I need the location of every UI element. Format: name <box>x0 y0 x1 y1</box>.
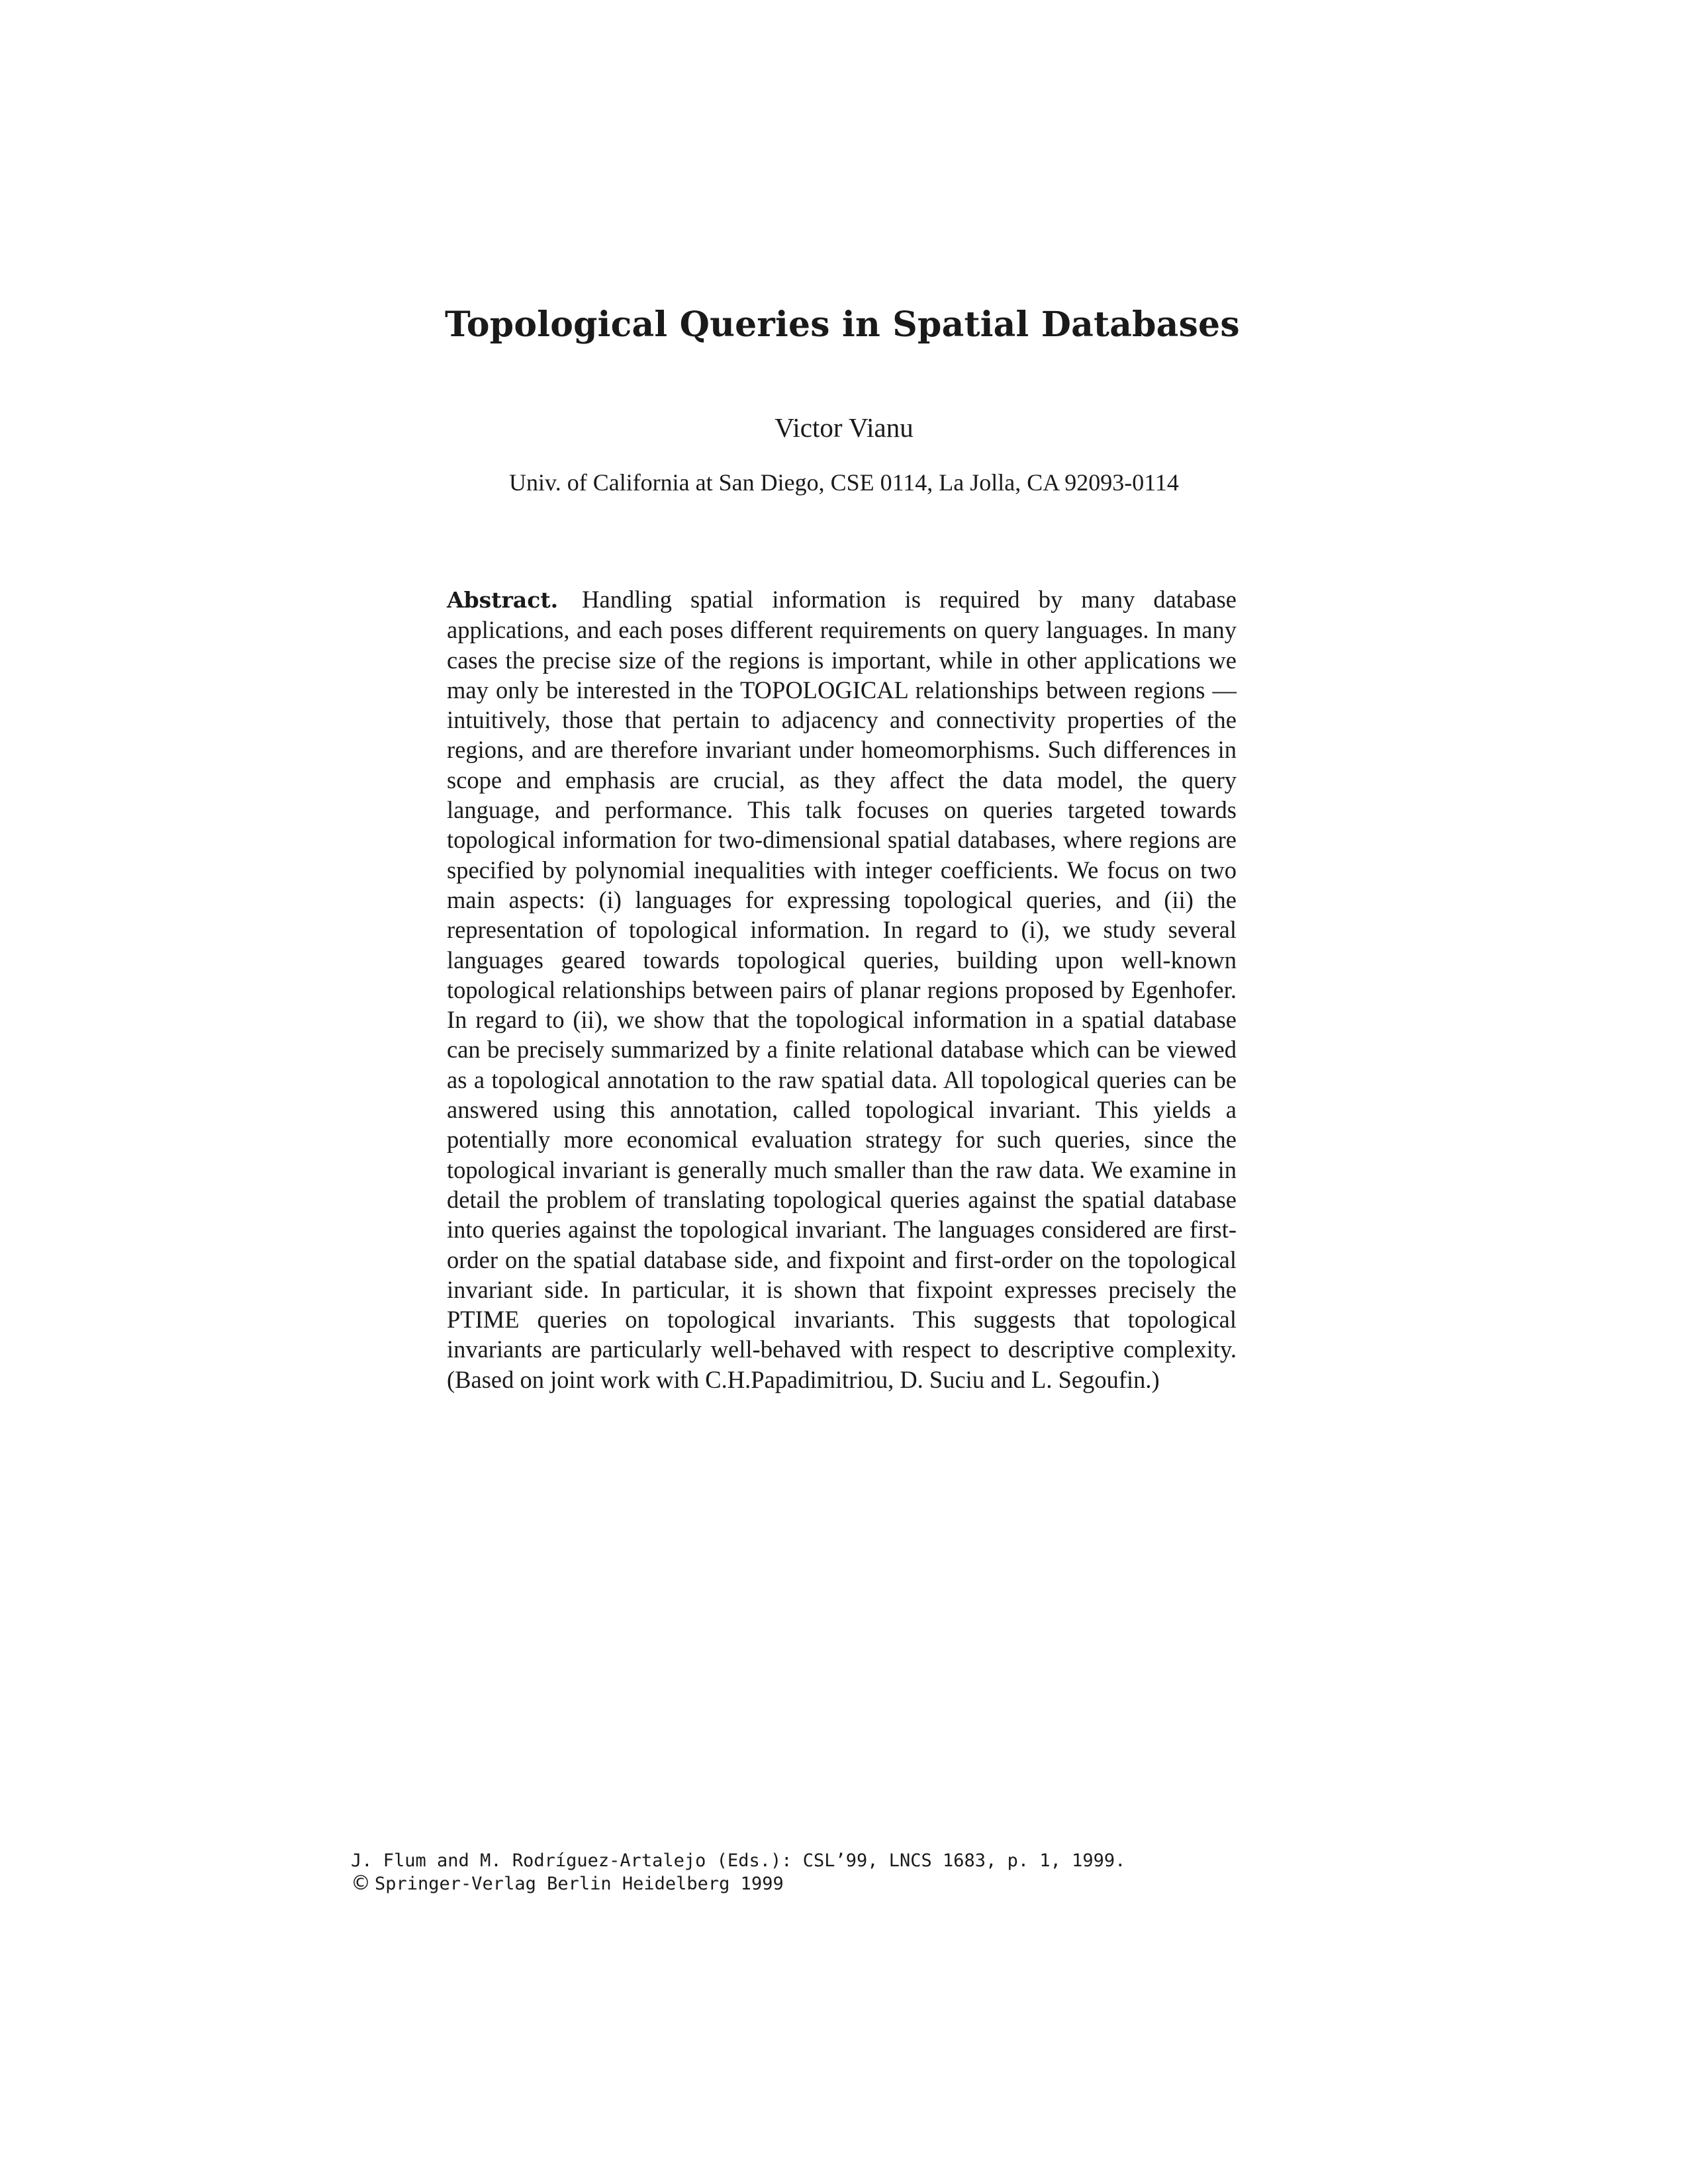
abstract-text: Handling spatial information is required by many database applications, and each poses different requirements on query languages. In many cases the precise size of the regions is important, while in other applications we may only be interested in the TOPOLOGICAL relationships between regions —intuitively, those that pertain to adjacency and connectivity properties of the regions, and are therefore invariant under homeomorphisms. Such differences in scope and emphasis are crucial, as they affect the data model, the query language, and performance. This talk focuses on queries targeted towards topological information for two-dimensional spatial databases, where regions are specified by polynomial inequalities with integer coefficients. We focus on two main aspects: (i) languages for expressing topological queries, and (ii) the representation of topological information. In regard to (i), we study several languages geared towards topological queries, building upon well-known topological relationships between pairs of planar regions proposed by Egenhofer. In regard to (ii), we show that the topological information in a spatial database can be precisely summarized by a finite relational database which can be viewed as a topological annotation to the raw spatial data. All topological queries can be answered using this annotation, called topological invariant. This yields a potentially more economical evaluation strategy for such queries, since the topological invariant is generally much smaller than the raw data. We examine in detail the problem of translating topological queries against the spatial database into queries against the topological invariant. The languages considered are first-order on the spatial database side, and fixpoint and first-order on the topological invariant side. In particular, it is shown that fixpoint expresses precisely the PTIME queries on topological invariants. This suggests that topological invariants are particularly well-behaved with respect to descriptive complexity. (Based on joint work with C.H.Papadimitriou, D. Suciu and L. Segoufin.) <box>447 586 1237 1393</box>
footer-copyright <box>351 1872 1278 1895</box>
author-name: Victor Vianu <box>774 412 914 443</box>
author-affiliation: Univ. of California at San Diego, CSE 0114, La Jolla, CA 92093-0114 <box>509 469 1179 496</box>
abstract-paragraph <box>447 584 1237 1394</box>
paper-title: Topological Queries in Spatial Databases <box>445 304 1240 345</box>
footer <box>351 1850 1278 1895</box>
footer-publisher: Springer-Verlag Berlin Heidelberg 1999 <box>375 1874 784 1894</box>
copyright-icon: © <box>351 1872 371 1895</box>
abstract-label: Abstract. <box>447 587 559 613</box>
footer-citation: J. Flum and M. Rodríguez-Artalejo (Eds.): CSL’99, LNCS 1683, p. 1, 1999. <box>351 1850 1126 1871</box>
